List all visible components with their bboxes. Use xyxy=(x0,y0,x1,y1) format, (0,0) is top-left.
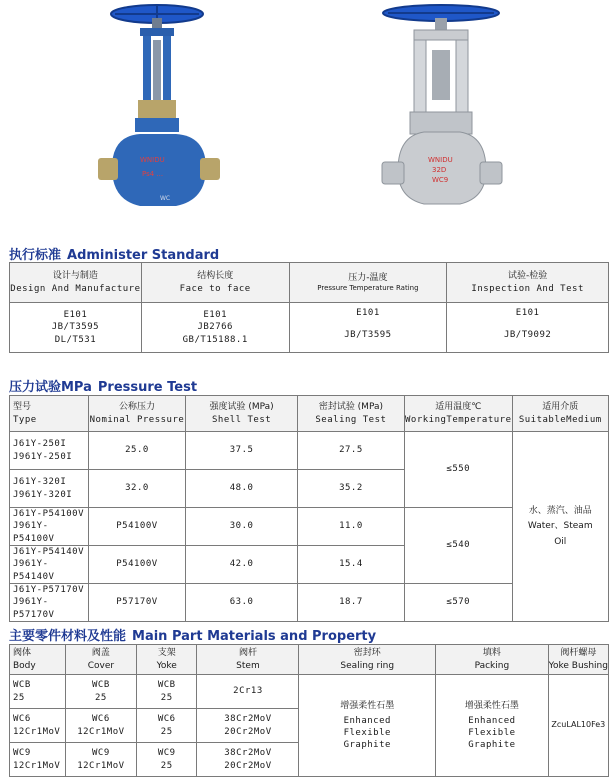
sealing-ring-cell: 增强柔性石墨 Enhanced Flexible Graphite xyxy=(299,675,436,777)
body-cell: WCB 25 xyxy=(10,675,66,709)
yoke-bushing-cell: ZcuLAL10Fe3 xyxy=(548,675,608,777)
valve-right-marking-1: WNIDU xyxy=(428,156,453,164)
valve-photo-right xyxy=(382,5,502,204)
shell-cell: 37.5 xyxy=(186,432,297,470)
yoke-cell: WCB 25 xyxy=(136,675,197,709)
temperature-cell: ≤550 xyxy=(404,432,512,508)
section-title-pressure xyxy=(9,376,197,395)
nominal-cell: 32.0 xyxy=(88,470,186,508)
body-cell: WC9 12Cr1MoV xyxy=(10,743,66,777)
header-face-to-face: 结构长度 Face to face xyxy=(141,263,289,303)
type-cell: J61Y-P54100V J961Y-P54100V xyxy=(10,508,89,546)
valve-photo-left xyxy=(98,5,220,206)
standard-design-values: E101 JB/T3595 DL/T531 xyxy=(10,303,142,353)
header-body: 阀体 Body xyxy=(10,645,66,675)
section-title-standard xyxy=(9,244,219,263)
header-inspection: 试验-检验 Inspection And Test xyxy=(447,263,609,303)
cover-cell: WC9 12Cr1MoV xyxy=(65,743,136,777)
header-shell: 强度试验 (MPa) Shell Test xyxy=(186,396,297,432)
header-type: 型号 Type xyxy=(10,396,89,432)
section-title-cn: 主要零件材料及性能 xyxy=(9,629,127,644)
pressure-row xyxy=(10,432,609,470)
section-title-materials xyxy=(9,625,376,644)
sealing-cell: 15.4 xyxy=(297,546,404,584)
standard-inspection-values: E101 JB/T9092 xyxy=(447,303,609,353)
temperature-cell: ≤570 xyxy=(404,584,512,622)
sealing-cell: 18.7 xyxy=(297,584,404,622)
header-design: 设计与制造 Design And Manufacture xyxy=(10,263,142,303)
header-sealing: 密封试验 (MPa) Sealing Test xyxy=(297,396,404,432)
header-yoke: 支架 Yoke xyxy=(136,645,197,675)
header-packing: 填料 Packing xyxy=(436,645,549,675)
header-pressure-temp: 压力-温度 Pressure Temperature Rating xyxy=(289,263,447,303)
shell-cell: 42.0 xyxy=(186,546,297,584)
materials-table xyxy=(9,644,609,777)
type-cell: J61Y-P54140V J961Y-P54140V xyxy=(10,546,89,584)
sealing-cell: 11.0 xyxy=(297,508,404,546)
body-cell: WC6 12Cr1MoV xyxy=(10,709,66,743)
valve-right-marking-3: WC9 xyxy=(432,176,449,184)
stem-cell: 38Cr2MoV 20Cr2MoV xyxy=(197,743,299,777)
header-yoke-bushing: 阀杆螺母 Yoke Bushing xyxy=(548,645,608,675)
header-cover: 阀盖 Cover xyxy=(65,645,136,675)
shell-cell: 48.0 xyxy=(186,470,297,508)
medium-cell: 水、蒸汽、油品 Water、Steam Oil xyxy=(512,432,608,622)
header-medium: 适用介质 SuitableMedium xyxy=(512,396,608,432)
header-nominal: 公称压力 Nominal Pressure xyxy=(88,396,186,432)
header-stem: 阀杆 Stem xyxy=(197,645,299,675)
valve-right-marking-2: 32D xyxy=(432,166,447,174)
standard-pressure-values: E101 JB/T3595 xyxy=(289,303,447,353)
section-title-cn: 压力试验MPa xyxy=(9,380,92,395)
packing-cell: 增强柔性石墨 Enhanced Flexible Graphite xyxy=(436,675,549,777)
nominal-cell: 25.0 xyxy=(88,432,186,470)
header-sealing-ring: 密封环 Sealing ring xyxy=(299,645,436,675)
nominal-cell: P57170V xyxy=(88,584,186,622)
yoke-cell: WC9 25 xyxy=(136,743,197,777)
stem-cell: 2Cr13 xyxy=(197,675,299,709)
yoke-cell: WC6 25 xyxy=(136,709,197,743)
cover-cell: WC6 12Cr1MoV xyxy=(65,709,136,743)
materials-row xyxy=(10,675,609,709)
shell-cell: 30.0 xyxy=(186,508,297,546)
shell-cell: 63.0 xyxy=(186,584,297,622)
section-title-en: Pressure Test xyxy=(97,380,198,395)
sealing-cell: 27.5 xyxy=(297,432,404,470)
valve-left-marking-1: WNIDU xyxy=(140,156,165,164)
pressure-header-row xyxy=(10,396,609,432)
cover-cell: WCB 25 xyxy=(65,675,136,709)
standard-table xyxy=(9,262,609,353)
standard-face-values: E101 JB2766 GB/T15188.1 xyxy=(141,303,289,353)
type-cell: J61Y-P57170V J961Y- P57170V xyxy=(10,584,89,622)
product-photos xyxy=(0,0,615,235)
nominal-cell: P54100V xyxy=(88,508,186,546)
valve-left-marking-3: WC xyxy=(160,195,171,202)
section-title-en: Administer Standard xyxy=(67,248,220,263)
header-temperature: 适用温度℃ WorkingTemperature xyxy=(404,396,512,432)
section-title-cn: 执行标准 xyxy=(9,248,62,263)
standard-value-row xyxy=(10,303,609,353)
valve-left-marking-2: Ps4 ... xyxy=(142,170,164,178)
type-cell: J61Y-250I J961Y-250I xyxy=(10,432,89,470)
stem-cell: 38Cr2MoV 20Cr2MoV xyxy=(197,709,299,743)
pressure-table xyxy=(9,395,609,622)
standard-header-row xyxy=(10,263,609,303)
temperature-cell: ≤540 xyxy=(404,508,512,584)
sealing-cell: 35.2 xyxy=(297,470,404,508)
type-cell: J61Y-320I J961Y-320I xyxy=(10,470,89,508)
section-title-en: Main Part Materials and Property xyxy=(132,629,377,644)
nominal-cell: P54100V xyxy=(88,546,186,584)
materials-header-row xyxy=(10,645,609,675)
